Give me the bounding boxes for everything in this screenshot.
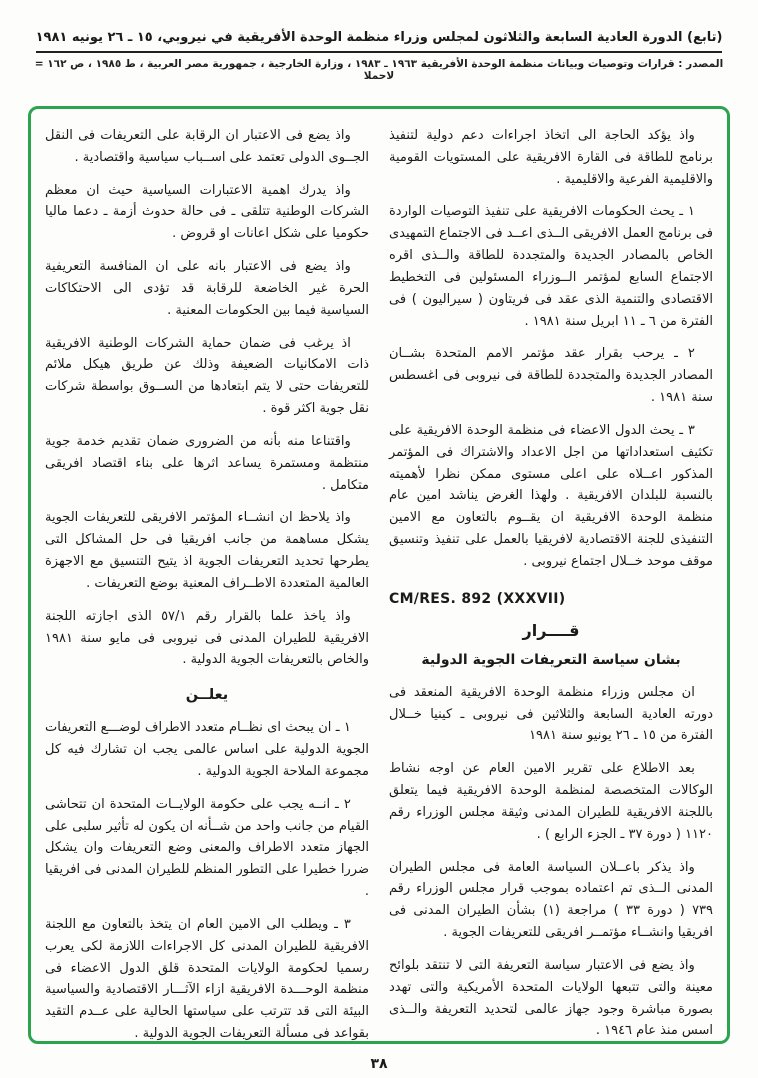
paragraph: ٢ ـ انــه يجب على حكومة الولايــات المتحدة ان تتحاشى القيام من جانب واحد من شــأنه ان يكون له تأثير سلبى على الجهاز متعدد الاطراف والمعنى وضع التعريفات وان يشكل ضررا خطيرا على التطور المنظم للطيران المدنى فى افريقيا . xyxy=(45,796,369,900)
paragraph: واذ يضع فى الاعتبار بانه على ان المنافسة التعريفية الحرة غير الخاضعة للرقابة قد تؤدى الى الاحتكاكات السياسية فيما بين الحكومات المعنية . xyxy=(45,259,369,318)
paragraph: ٣ ـ يحث الدول الاعضاء فى منظمة الوحدة الافريقية على تكثيف استعداداتها من اجل الاعداد والاشتراك فى المؤتمر المذكور اعــلاه على اعلى مستوى ممكن نظرا لأهميته بالنسبة للبلدان الافريقية . ولهذا الغرض يناشد امين عام منظمة الوحدة الافريقية ان يقــوم بالتعاون مع الامين التنفيذى للجنة الاقتصادية لافريقيا بالعمل على تنفيذ وتنسيق موقف موحد خــلال اجتماع نيروبى . xyxy=(389,422,713,569)
resolution-code: CM/RES. 892 (XXXVII) xyxy=(389,590,566,607)
paragraph: واقتناعا منه بأنه من الضرورى ضمان تقديم خدمة جوية منتظمة ومستمرة يساعد اثرها على بناء اقتصاد افريقى متكامل . xyxy=(45,433,369,493)
paragraph: ٣ ـ ويطلب الى الامين العام ان يتخذ بالتعاون مع اللجنة الافريقية للطيران المدنى كل الاجراءات اللازمة لكى يعرب رسميا لحكومة الولايات المتحدة قلق الدول الاعضاء فى منظمة الوحـــدة الافريقية ازاء الآثـــار الاقتصادية والسياسية البيئة التى قد تترتب على سياستها الحالية على عــدم التقيد بقواعد فى مسألة التعريفات الجوية الدولية . xyxy=(45,916,369,1041)
paragraph: ان مجلس وزراء منظمة الوحدة الافريقية المنعقد فى دورته العادية السابعة والثلاثين فى نيروبى ـ كينيا خــلال الفترة من ١٥ ـ ٢٦ يونيو سنة ١٩٨١ xyxy=(389,684,713,744)
content-frame xyxy=(28,106,730,1044)
document-header xyxy=(0,0,758,82)
paragraph: واذ يذكر باعــلان السياسة العامة فى مجلس الطيران المدنى الــذى تم اعتماده بموجب قرار مجلس الوزراء رقم ٧٣٩ ( دورة ٣٣ ) مراجعة (١) بشأن الطيران المدنى فى افريقيا وانشــاء مؤتمــر افريقى للتعريفات الجوية . xyxy=(389,859,714,941)
header-divider xyxy=(36,51,722,53)
paragraph: بعد الاطلاع على تقرير الامين العام عن اوجه نشاط الوكالات المتخصصة لمنظمة الوحدة الافريقية فيما يتعلق باللجنة الافريقية للطيران المدنى وثيقة مجلس الوزراء رقم ١١٢٠ ( دورة ٣٧ ـ الجزء الرابع ) . xyxy=(389,761,713,842)
paragraph: واذ يضع فى الاعتبار ان الرقابة على التعريفات فى النقل الجــوى الدولى تعتمد على اســباب سياسية واقتصادية . xyxy=(45,128,369,165)
paragraph: واذ ياخذ علما بالقرار رقم ٥٧/١ الذى اجازته اللجنة الافريقية للطيران المدنى فى نيروبى فى مايو سنة ١٩٨١ والخاص بالتعريفات الجوية الدولية . xyxy=(45,608,369,668)
paragraph: ١ ـ ان يبحث اى نظــام متعدد الاطراف لوضـــع التعريفات الجوية الدولية على اساس عالمى يجب ان تشارك فيه كل مجموعة الملاحة الجوية الدولية . xyxy=(45,720,369,779)
column-left xyxy=(45,125,369,1041)
paragraph: واذ يضع فى الاعتبار سياسة التعريفة التى لا تنتقد بلوائح معينة والتى تتبعها الولايات المتحدة الأمريكية والتى تهدد بصورة مباشرة وجود جهاز عالمى لتحديد التعريفة والــذى اسس منذ عام ١٩٤٦ . xyxy=(389,957,713,1039)
paragraph: ٢ ـ يرحب بقرار عقد مؤتمر الامم المتحدة بشــان المصادر الجديدة والمتجددة للطاقة فى نيروبى فى اغسطس سنة ١٩٨١ . xyxy=(389,346,713,406)
paragraph: واذ يلاحظ ان انشــاء المؤتمر الافريقى للتعريفات الجوية يشكل مساهمة من جانب افريقيا فى حل المشاكل التى يطرحها تحديد التعريفات الجوية اذ يتيح التنسيق مع الاجهزة العالمية المتعددة الاطــراف المعنية بوضع التعريفات . xyxy=(45,510,369,591)
page-footer xyxy=(0,1056,758,1072)
resolution-subtitle: بشان سياسة التعريفات الجوية الدولية xyxy=(421,651,681,668)
paragraph: واذ يدرك اهمية الاعتبارات السياسية حيث ان معظم الشركات الوطنية تتلقى ـ فى حالة حدوث أزمة ـ دعما ماليا حكوميا على شكل اعانات او قروض . xyxy=(45,182,369,242)
declares-heading: يعلــن xyxy=(185,687,229,704)
page-number: ٣٨ xyxy=(370,1056,388,1072)
header-title: (تابع) الدورة العادية السابعة والثلاثون لمجلس وزراء منظمة الوحدة الأفريقية في نيروبي، ١٥ ـ ٢٦ يونيه ١٩٨١ xyxy=(35,30,723,45)
two-column-layout xyxy=(45,125,714,1041)
resolution-title: قــــرار xyxy=(522,620,580,640)
header-source: المصدر : قرارات وتوصيات وبيانات منظمة الوحدة الأفريقية ١٩٦٣ ـ ١٩٨٣ ، وزارة الخارجية ، جمهورية مصر العربية ، ط ١٩٨٥ ، ص ١٦٢ = لاحملا xyxy=(34,58,724,82)
column-right xyxy=(389,125,714,1039)
paragraph: ١ ـ يحث الحكومات الافريقية على تنفيذ التوصيات الواردة فى برنامج العمل الافريقى الــذى اعــد فى الاجتماع التمهيدى الخاص بالمصادر الجديدة والمتجددة للطاقة والــذى اقره الاجتماع السابع لمؤتمر الــوزراء المسئولين فى التخطيط الاقتصادى والتنمية الذى عقد فى فريتاون ( سيراليون ) فى الفترة من ٦ ـ ١١ ابريل سنة ١٩٨١ . xyxy=(389,204,713,329)
paragraph: واذ يؤكد الحاجة الى اتخاذ اجراءات دعم دولية لتنفيذ برنامج للطاقة فى القارة الافريقية على المستويات القومية والاقليمية الفرعية والاقليمية . xyxy=(389,128,713,187)
paragraph: اذ يرغب فى ضمان حماية الشركات الوطنية الافريقية ذات الامكانيات الضعيفة وذلك عن طريق هيكل ملائم للتعريفات حتى لا يتم ابتعادها من الســوق بواسطة شركات نقل جوية اكثر قوة . xyxy=(45,335,369,417)
